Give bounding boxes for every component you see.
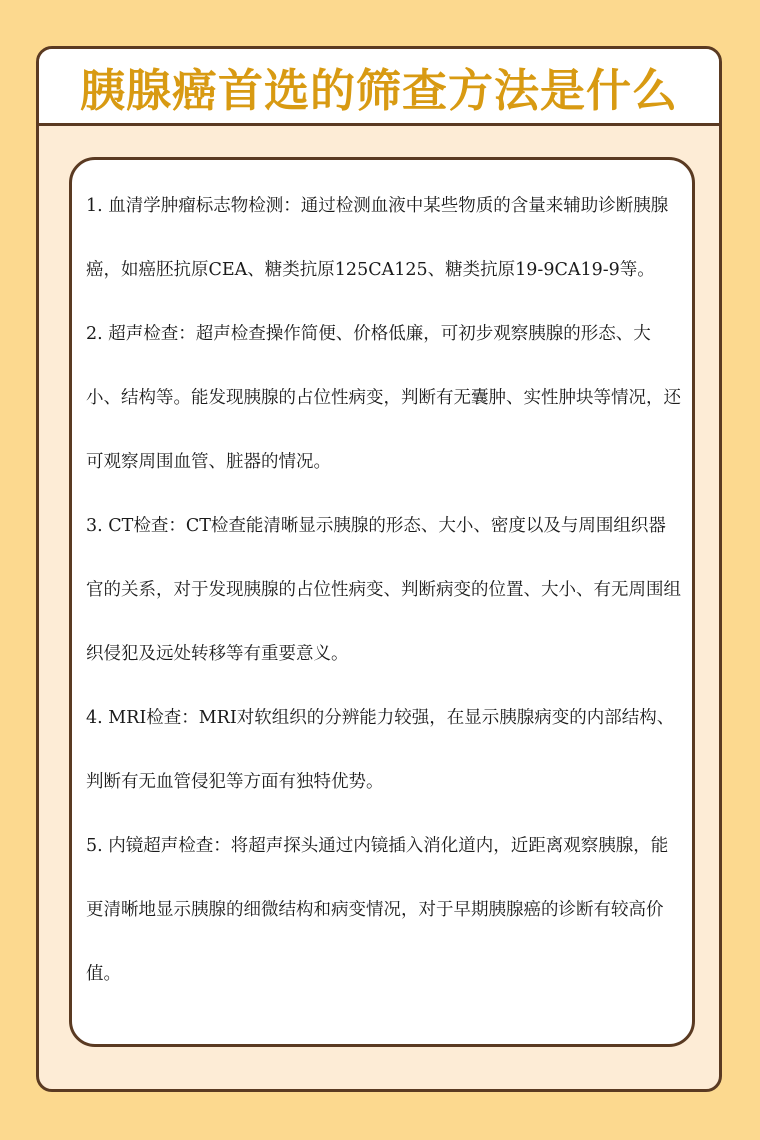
- list-item-5: 5. 内镜超声检查：将超声探头通过内镜插入消化道内，近距离观察胰腺，能更清晰地显示胰腺的细微结构和病变情况，对于早期胰腺癌的诊断有较高价值。: [86, 836, 669, 984]
- content-box: [69, 157, 695, 1047]
- list-item-1: 1. 血清学肿瘤标志物检测：通过检测血液中某些物质的含量来辅助诊断胰腺癌，如癌胚抗原CEA、糖类抗原125CA125、糖类抗原19-9CA19-9等。: [86, 196, 669, 280]
- list-item-4: 4. MRI检查：MRI对软组织的分辨能力较强，在显示胰腺病变的内部结构、判断有无血管侵犯等方面有独特优势。: [86, 708, 675, 792]
- list-item-3: 3. CT检查：CT检查能清晰显示胰腺的形态、大小、密度以及与周围组织器官的关系，对于发现胰腺的占位性病变、判断病变的位置、大小、有无周围组织侵犯及远处转移等有重要意义。: [86, 516, 681, 664]
- article-card: [36, 46, 722, 1092]
- title-bar: [39, 49, 719, 126]
- list-item-2: 2. 超声检查：超声检查操作简便、价格低廉，可初步观察胰腺的形态、大小、结构等。能发现胰腺的占位性病变，判断有无囊肿、实性肿块等情况，还可观察周围血管、脏器的情况。: [86, 324, 681, 472]
- page-title: 胰腺癌首选的筛查方法是什么: [79, 63, 678, 117]
